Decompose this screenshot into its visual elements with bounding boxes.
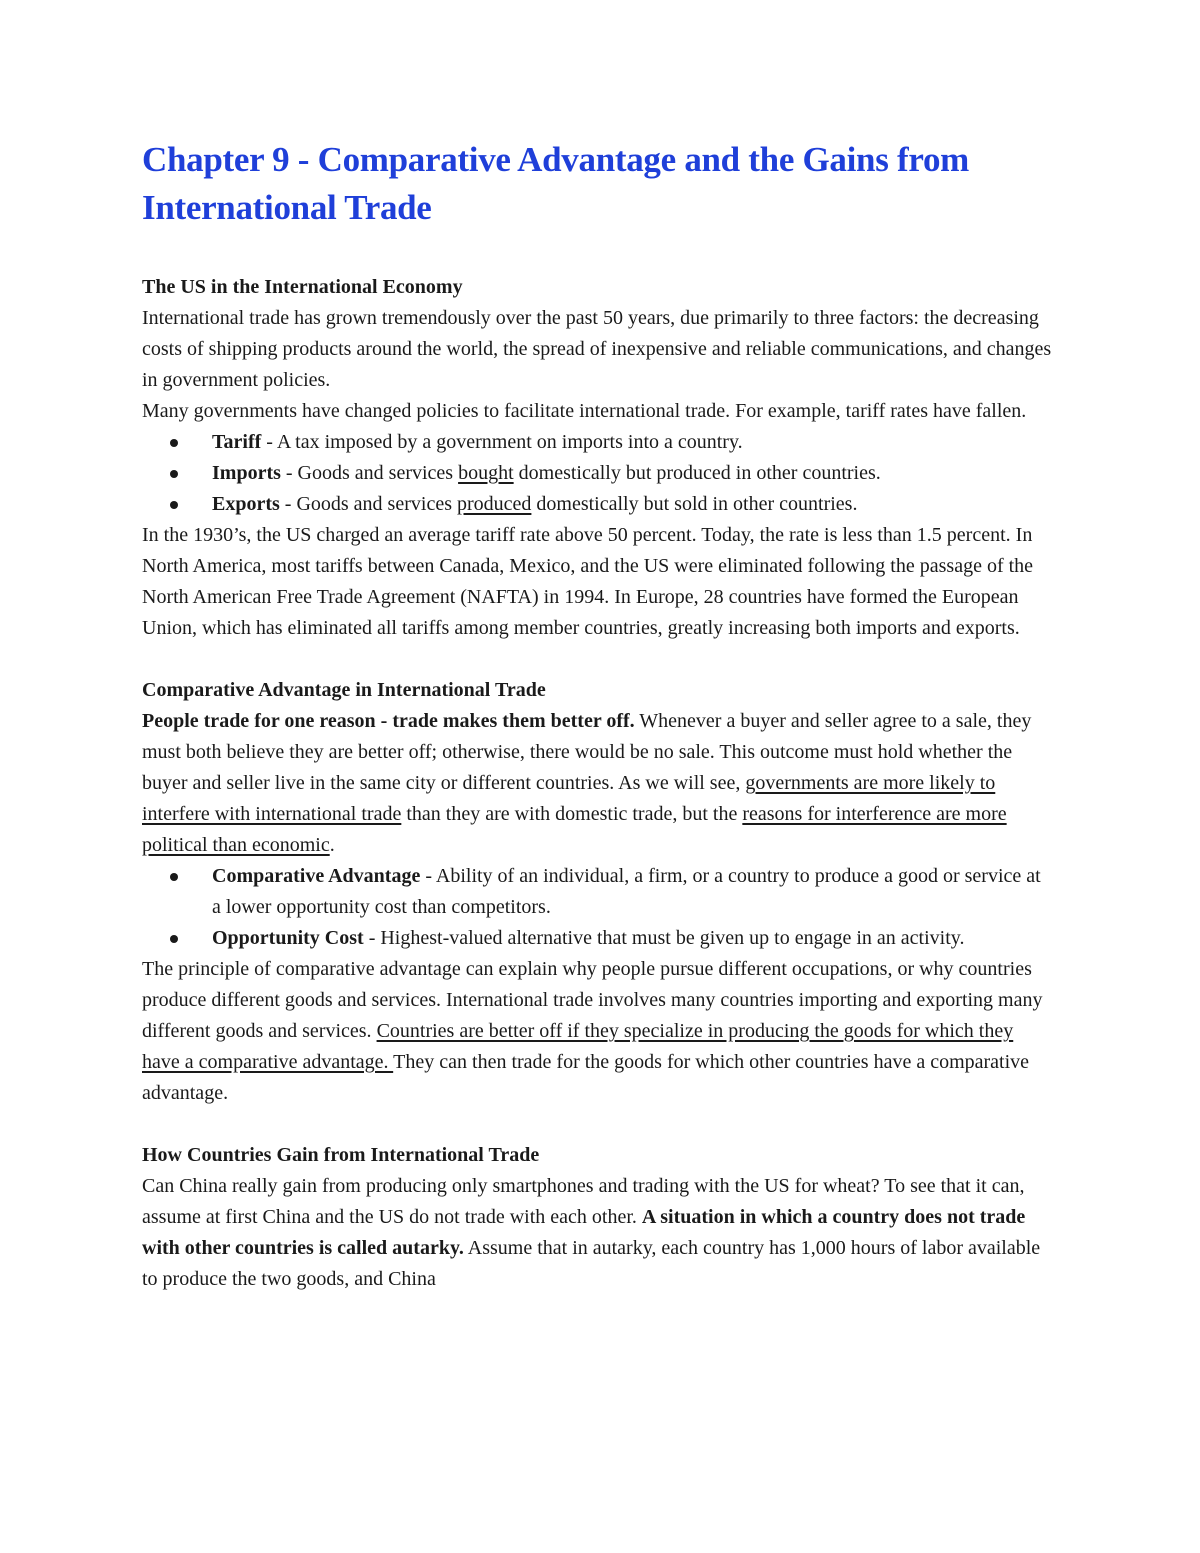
text: They can then trade for the goods for which other countries have a comparative advantage.: [142, 1051, 1030, 1104]
chapter-title: Chapter 9 - Comparative Advantage and the Gains from International Trade: [142, 140, 969, 227]
bullet-icon: [170, 501, 178, 509]
text: Can China really gain from producing only smartphones and trading with the US for wheat? To see that it can, assume at first China and the US do not trade with each other.: [142, 1175, 1025, 1228]
definition: - Goods and services: [279, 493, 457, 515]
term: Tariff: [212, 431, 262, 453]
text: .: [329, 834, 335, 856]
section-heading: The US in the International Economy: [142, 276, 463, 298]
paragraph: In the 1930’s, the US charged an average tariff rate above 50 percent. Today, the rate is less than 1.5 percent. In North America, most tariffs between Canada, Mexico, and the US were eliminated following the passage of the North American Free Trade Agreement (NAFTA) in 1994. In Europe, 28 countries have formed the European Union, which has eliminated all tariffs among member countries, greatly increasing both imports and exports.: [142, 524, 1034, 639]
bold-text: People trade for one reason - trade makes them better off.: [142, 710, 635, 732]
list-item: [212, 923, 1052, 954]
text: Assume that in autarky, each country has 1,000 hours of labor available to produce the two goods, and China: [142, 1237, 1041, 1290]
definition-list: [142, 427, 1052, 520]
underlined-text: Countries are better off if they specialize in producing the goods for which they have a comparative advantage.: [142, 1020, 1014, 1073]
underlined-text: reasons for interference are more political than economic: [142, 803, 1007, 856]
term: Comparative Advantage: [212, 865, 421, 887]
list-item: [212, 458, 1052, 489]
underlined-text: produced: [456, 493, 532, 515]
term: Imports: [212, 462, 281, 484]
definition: - Ability of an individual, a firm, or a country to produce a good or service at a lower opportunity cost than competitors.: [212, 865, 1041, 918]
underlined-text: governments are more likely to interfere with international trade: [142, 772, 996, 825]
term: Exports: [212, 493, 280, 515]
section-gains-from-trade: [142, 1140, 1052, 1295]
bold-text: A situation in which a country does not trade with other countries is called autarky.: [142, 1206, 1026, 1259]
section-us-international-economy: [142, 272, 1052, 644]
paragraph: [142, 706, 1052, 861]
definition: - Highest-valued alternative that must be given up to engage in an activity.: [363, 927, 965, 949]
list-item: [212, 489, 1052, 520]
bullet-icon: [170, 470, 178, 478]
term: Opportunity Cost: [212, 927, 364, 949]
paragraph: International trade has grown tremendously over the past 50 years, due primarily to three factors: the decreasing costs of shipping products around the world, the spread of inexpensive and reliable communications, and changes in government policies.: [142, 307, 1052, 391]
section-heading: How Countries Gain from International Trade: [142, 1144, 540, 1166]
paragraph: [142, 1171, 1052, 1295]
definition: - Goods and services: [280, 462, 459, 484]
text: than they are with domestic trade, but the: [401, 803, 743, 825]
paragraph: Many governments have changed policies to facilitate international trade. For example, tariff rates have fallen.: [142, 400, 1027, 422]
definition: domestically but sold in other countries.: [531, 493, 858, 515]
definition: - A tax imposed by a government on imports into a country.: [261, 431, 743, 453]
text: Whenever a buyer and seller agree to a sale, they must both believe they are better off; otherwise, there would be no sale. This outcome must hold whether the buyer and seller live in the same city or different countries. As we will see,: [142, 710, 1032, 794]
list-item: [212, 861, 1052, 923]
bullet-icon: [170, 935, 178, 943]
bullet-icon: [170, 873, 178, 881]
definition-list: [142, 861, 1052, 954]
bullet-icon: [170, 439, 178, 447]
text: The principle of comparative advantage can explain why people pursue different occupations, or why countries produce different goods and services. International trade involves many countries importing and exporting many different goods and services.: [142, 958, 1043, 1042]
paragraph: [142, 954, 1052, 1109]
definition: domestically but produced in other countries.: [513, 462, 881, 484]
section-comparative-advantage: [142, 675, 1052, 1109]
list-item: [212, 427, 1052, 458]
underlined-text: bought: [458, 462, 514, 484]
section-heading: Comparative Advantage in International Trade: [142, 679, 546, 701]
